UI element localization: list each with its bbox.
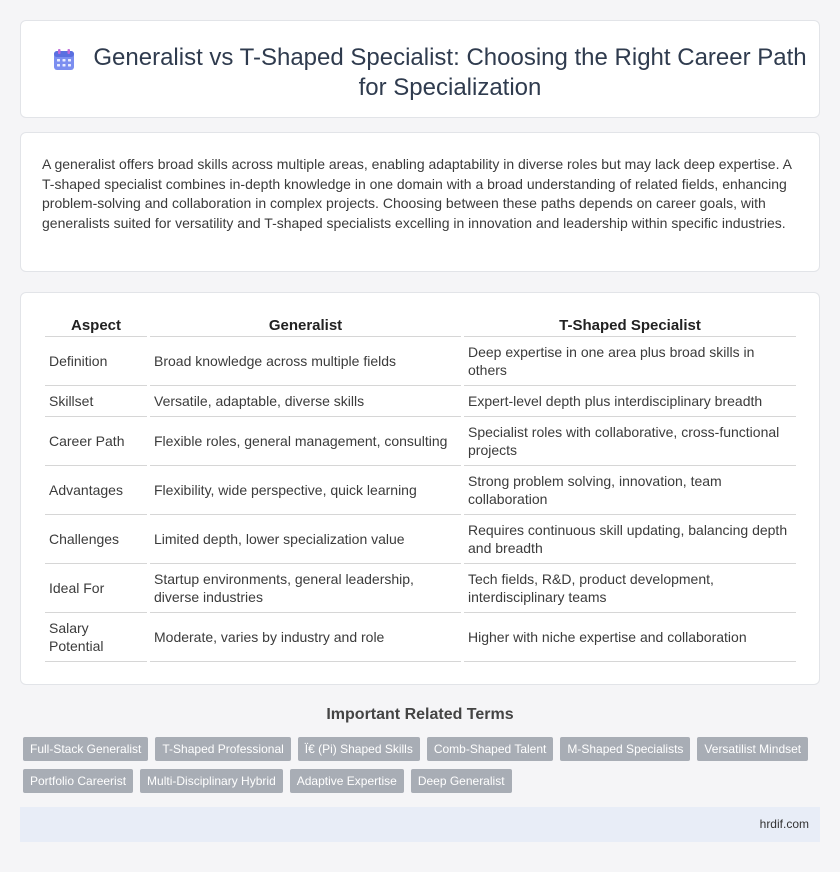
cell-t-shaped: Higher with niche expertise and collaboration xyxy=(464,613,796,662)
table-row xyxy=(45,337,796,386)
table-row xyxy=(45,466,796,515)
related-term-tag[interactable]: Comb-Shaped Talent xyxy=(427,737,554,761)
cell-t-shaped: Deep expertise in one area plus broad skills in others xyxy=(464,337,796,386)
comparison-table-card xyxy=(20,292,820,685)
related-term-tag[interactable]: Versatilist Mindset xyxy=(697,737,808,761)
header-generalist: Generalist xyxy=(150,315,461,337)
header-t-shaped: T-Shaped Specialist xyxy=(464,315,796,337)
cell-generalist: Broad knowledge across multiple fields xyxy=(150,337,461,386)
comparison-table xyxy=(42,315,799,662)
cell-aspect: Skillset xyxy=(45,386,147,417)
cell-aspect: Career Path xyxy=(45,417,147,466)
cell-aspect: Advantages xyxy=(45,466,147,515)
table-row xyxy=(45,417,796,466)
cell-generalist: Limited depth, lower specialization value xyxy=(150,515,461,564)
calendar-icon xyxy=(52,48,76,72)
cell-generalist: Versatile, adaptable, diverse skills xyxy=(150,386,461,417)
cell-generalist: Flexible roles, general management, consulting xyxy=(150,417,461,466)
related-term-tag[interactable]: M-Shaped Specialists xyxy=(560,737,690,761)
cell-generalist: Moderate, varies by industry and role xyxy=(150,613,461,662)
table-row xyxy=(45,613,796,662)
cell-t-shaped: Expert-level depth plus interdisciplinary breadth xyxy=(464,386,796,417)
intro-card xyxy=(20,132,820,272)
footer xyxy=(20,807,820,842)
cell-t-shaped: Tech fields, R&D, product development, interdisciplinary teams xyxy=(464,564,796,613)
title-card xyxy=(20,20,820,118)
footer-site: hrdif.com xyxy=(759,817,809,831)
intro-paragraph: A generalist offers broad skills across multiple areas, enabling adaptability in diverse roles but may lack deep expertise. A T-shaped specialist combines in-depth knowledge in one domain with a broad understanding of related fields, enhancing problem-solving and collaboration in complex projects. Choosing between these paths depends on career goals, with generalists suited for versatility and T-shaped specialists excelling in innovation and leadership within specific industries. xyxy=(42,156,792,231)
table-row xyxy=(45,386,796,417)
cell-generalist: Startup environments, general leadership, diverse industries xyxy=(150,564,461,613)
cell-t-shaped: Requires continuous skill updating, balancing depth and breadth xyxy=(464,515,796,564)
cell-aspect: Definition xyxy=(45,337,147,386)
related-term-tag[interactable]: Adaptive Expertise xyxy=(290,769,404,793)
header-aspect: Aspect xyxy=(45,315,147,337)
page-title: Generalist vs T-Shaped Specialist: Choosing the Right Career Path for Specialization xyxy=(93,44,807,101)
table-row xyxy=(45,515,796,564)
related-term-tag[interactable]: Deep Generalist xyxy=(411,769,512,793)
table-row xyxy=(45,564,796,613)
related-term-tag[interactable]: Full-Stack Generalist xyxy=(23,737,148,761)
related-terms-title: Important Related Terms xyxy=(326,706,514,723)
related-term-tag[interactable]: Portfolio Careerist xyxy=(23,769,133,793)
table-header-row xyxy=(45,315,796,337)
cell-aspect: Salary Potential xyxy=(45,613,147,662)
cell-aspect: Ideal For xyxy=(45,564,147,613)
cell-t-shaped: Specialist roles with collaborative, cross-functional projects xyxy=(464,417,796,466)
cell-generalist: Flexibility, wide perspective, quick learning xyxy=(150,466,461,515)
cell-t-shaped: Strong problem solving, innovation, team collaboration xyxy=(464,466,796,515)
related-terms-list xyxy=(23,737,823,793)
cell-aspect: Challenges xyxy=(45,515,147,564)
related-term-tag[interactable]: T-Shaped Professional xyxy=(155,737,290,761)
related-term-tag[interactable]: Multi-Disciplinary Hybrid xyxy=(140,769,283,793)
related-term-tag[interactable]: Ï€ (Pi) Shaped Skills xyxy=(298,737,420,761)
